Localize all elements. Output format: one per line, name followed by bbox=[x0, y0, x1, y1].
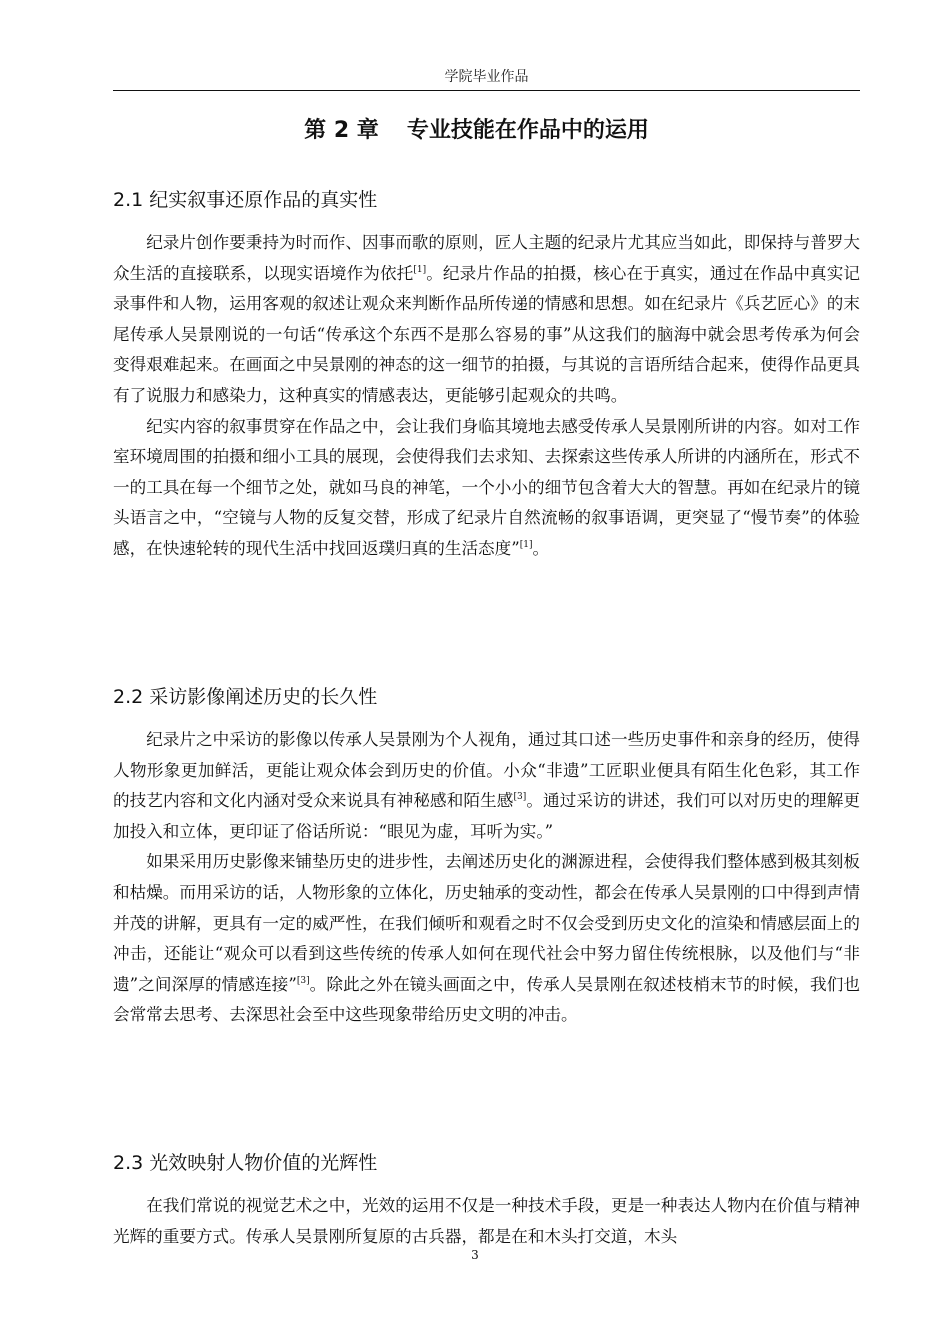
paragraph: 纪实内容的叙事贯穿在作品之中，会让我们身临其境地去感受传承人吴景刚所讲的内容。如对工作室环境周围的拍摄和细小工具的展现，会使得我们去求知、去探索这些传承人所讲的内涵所在，形式不一的工具在每一个细节之处，就如马良的神笔，一个小小的细节包含着大大的智慧。再如在纪录片的镜头语言之中，“空镜与人物的反复交替，形成了纪录片自然流畅的叙事语调，更突显了“慢节奏”的体验感，在快速轮转的现代生活中找回返璞归真的生活态度”[1]。 bbox=[113, 416, 860, 558]
paragraph: 纪录片之中采访的影像以传承人吴景刚为个人视角，通过其口述一些历史事件和亲身的经历，使得人物形象更加鲜活，更能让观众体会到历史的价值。小众“非遗”工匠职业便具有陌生化色彩，其工作的技艺内容和文化内涵对受众来说具有神秘感和陌生感[3]。通过采访的讲述，我们可以对历史的理解更加投入和立体，更印证了俗话所说：“眼见为虚，耳听为实。” bbox=[113, 730, 860, 841]
page-number: 3 bbox=[471, 1248, 479, 1262]
section-heading: 2.2 采访影像阐述历史的长久性 bbox=[113, 686, 378, 708]
running-header: 学院毕业作品 bbox=[113, 66, 860, 91]
chapter-title bbox=[113, 115, 840, 147]
section-2-1 bbox=[113, 185, 860, 565]
paragraph: 如果采用历史影像来铺垫历史的进步性，去阐述历史化的渊源进程，会使得我们整体感到极其刻板和枯燥。而用采访的话，人物形象的立体化，历史轴承的变动性，都会在传承人吴景刚的口中得到声情并茂的讲解，更具有一定的威严性，在我们倾听和观看之时不仅会受到历史文化的渲染和情感层面上的冲击，还能让“观众可以看到这些传统的传承人如何在现代社会中努力留住传统根脉，以及他们与“非遗”之间深厚的情感连接”[3]。除此之外在镜头画面之中，传承人吴景刚在叙述枝梢末节的时候，我们也会常常去思考、去深思社会至中这些现象带给历史文明的冲击。 bbox=[113, 852, 860, 1025]
paragraph: 在我们常说的视觉艺术之中，光效的运用不仅是一种技术手段，更是一种表达人物内在价值与精神光辉的重要方式。传承人吴景刚所复原的古兵器，都是在和木头打交道，木头 bbox=[113, 1196, 860, 1246]
chapter-number: 第 2 章 bbox=[304, 118, 379, 143]
citation-marker: [1] bbox=[413, 264, 427, 275]
citation-marker: [3] bbox=[513, 792, 527, 803]
paragraph: 纪录片创作要秉持为时而作、因事而歌的原则，匠人主题的纪录片尤其应当如此，即保持与普罗大众生活的直接联系，以现实语境作为依托[1]。纪录片作品的拍摄，核心在于真实，通过在作品中真实记录事件和人物，运用客观的叙述让观众来判断作品所传递的情感和思想。如在纪录片《兵艺匠心》的末尾传承人吴景刚说的一句话“传承这个东西不是那么容易的事”从这我们的脑海中就会思考传承为何会变得艰难起来。在画面之中吴景刚的神态的这一细节的拍摄，与其说的言语所结合起来，使得作品更具有了说服力和感染力，这种真实的情感表达，更能够引起观众的共鸣。 bbox=[113, 233, 860, 405]
section-heading: 2.3 光效映射人物价值的光辉性 bbox=[113, 1152, 378, 1174]
chapter-name: 专业技能在作品中的运用 bbox=[406, 118, 649, 143]
citation-marker: [3] bbox=[296, 975, 310, 986]
citation-marker: [1] bbox=[519, 539, 533, 550]
section-heading: 2.1 纪实叙事还原作品的真实性 bbox=[113, 189, 378, 211]
section-2-2 bbox=[113, 682, 860, 1031]
section-2-3 bbox=[113, 1148, 860, 1252]
